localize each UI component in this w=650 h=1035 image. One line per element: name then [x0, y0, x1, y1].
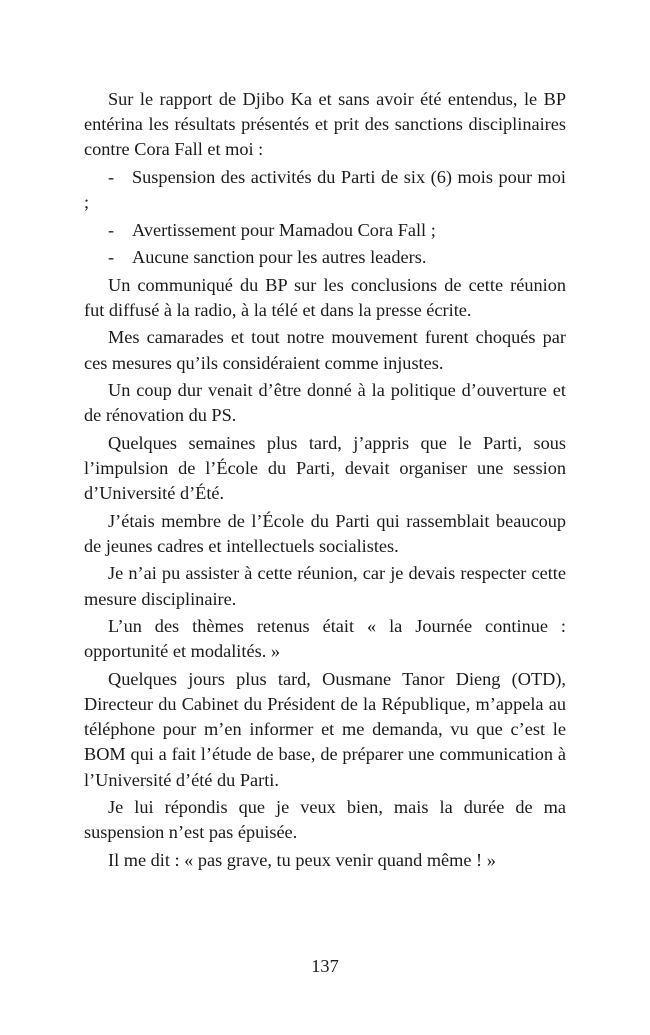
paragraph: Un communiqué du BP sur les conclusions de cette réunion fut diffusé à la radio, à la télé et dans la presse écrite. [84, 274, 566, 320]
paragraph: J’étais membre de l’École du Parti qui rassemblait beaucoup de jeunes cadres et intellectuels socialistes. [84, 510, 566, 556]
page-number: 137 [311, 956, 339, 976]
paragraph: Quelques semaines plus tard, j’appris que le Parti, sous l’impulsion de l’École du Parti, devait organiser une session d’Université d’Été. [84, 432, 566, 504]
paragraph: Un coup dur venait d’être donné à la politique d’ouverture et de rénovation du PS. [84, 380, 566, 426]
bullet-item [84, 218, 566, 243]
body-text [84, 87, 566, 875]
bullet-text: Aucune sanction pour les autres leaders. [132, 247, 427, 268]
bullet-dash: - [108, 166, 115, 187]
paragraph: Il me dit : « pas grave, tu peux venir quand même ! » [108, 849, 496, 870]
paragraph: Je n’ai pu assister à cette réunion, car je devais respecter cette mesure disciplinaire. [84, 563, 566, 609]
bullet-text: Avertissement pour Mamadou Cora Fall ; [132, 219, 436, 240]
bullet-text: Suspension des activités du Parti de six (6) mois pour moi ; [84, 166, 566, 213]
paragraph: Mes camarades et tout notre mouvement furent choqués par ces mesures qu’ils considéraient comme injustes. [84, 327, 566, 373]
bullet-item [84, 245, 566, 270]
bullet-dash: - [108, 247, 115, 268]
paragraph: L’un des thèmes retenus était « la Journée continue : opportunité et modalités. » [84, 616, 566, 662]
bullet-item [84, 165, 566, 215]
paragraph: Sur le rapport de Djibo Ka et sans avoir été entendus, le BP entérina les résultats présentés et prit des sanctions disciplinaires contre Cora Fall et moi : [84, 89, 566, 160]
paragraph: Je lui répondis que je veux bien, mais la durée de ma suspension n’est pas épuisée. [84, 797, 566, 843]
paragraph: Quelques jours plus tard, Ousmane Tanor Dieng (OTD), Directeur du Cabinet du Président de la République, m’appela au téléphone pour m’en informer et me demanda, vu que c’est le BOM qui a fait l’étude de base, de préparer une communication à l’Université d’été du Parti. [84, 668, 566, 790]
bullet-dash: - [108, 219, 115, 240]
